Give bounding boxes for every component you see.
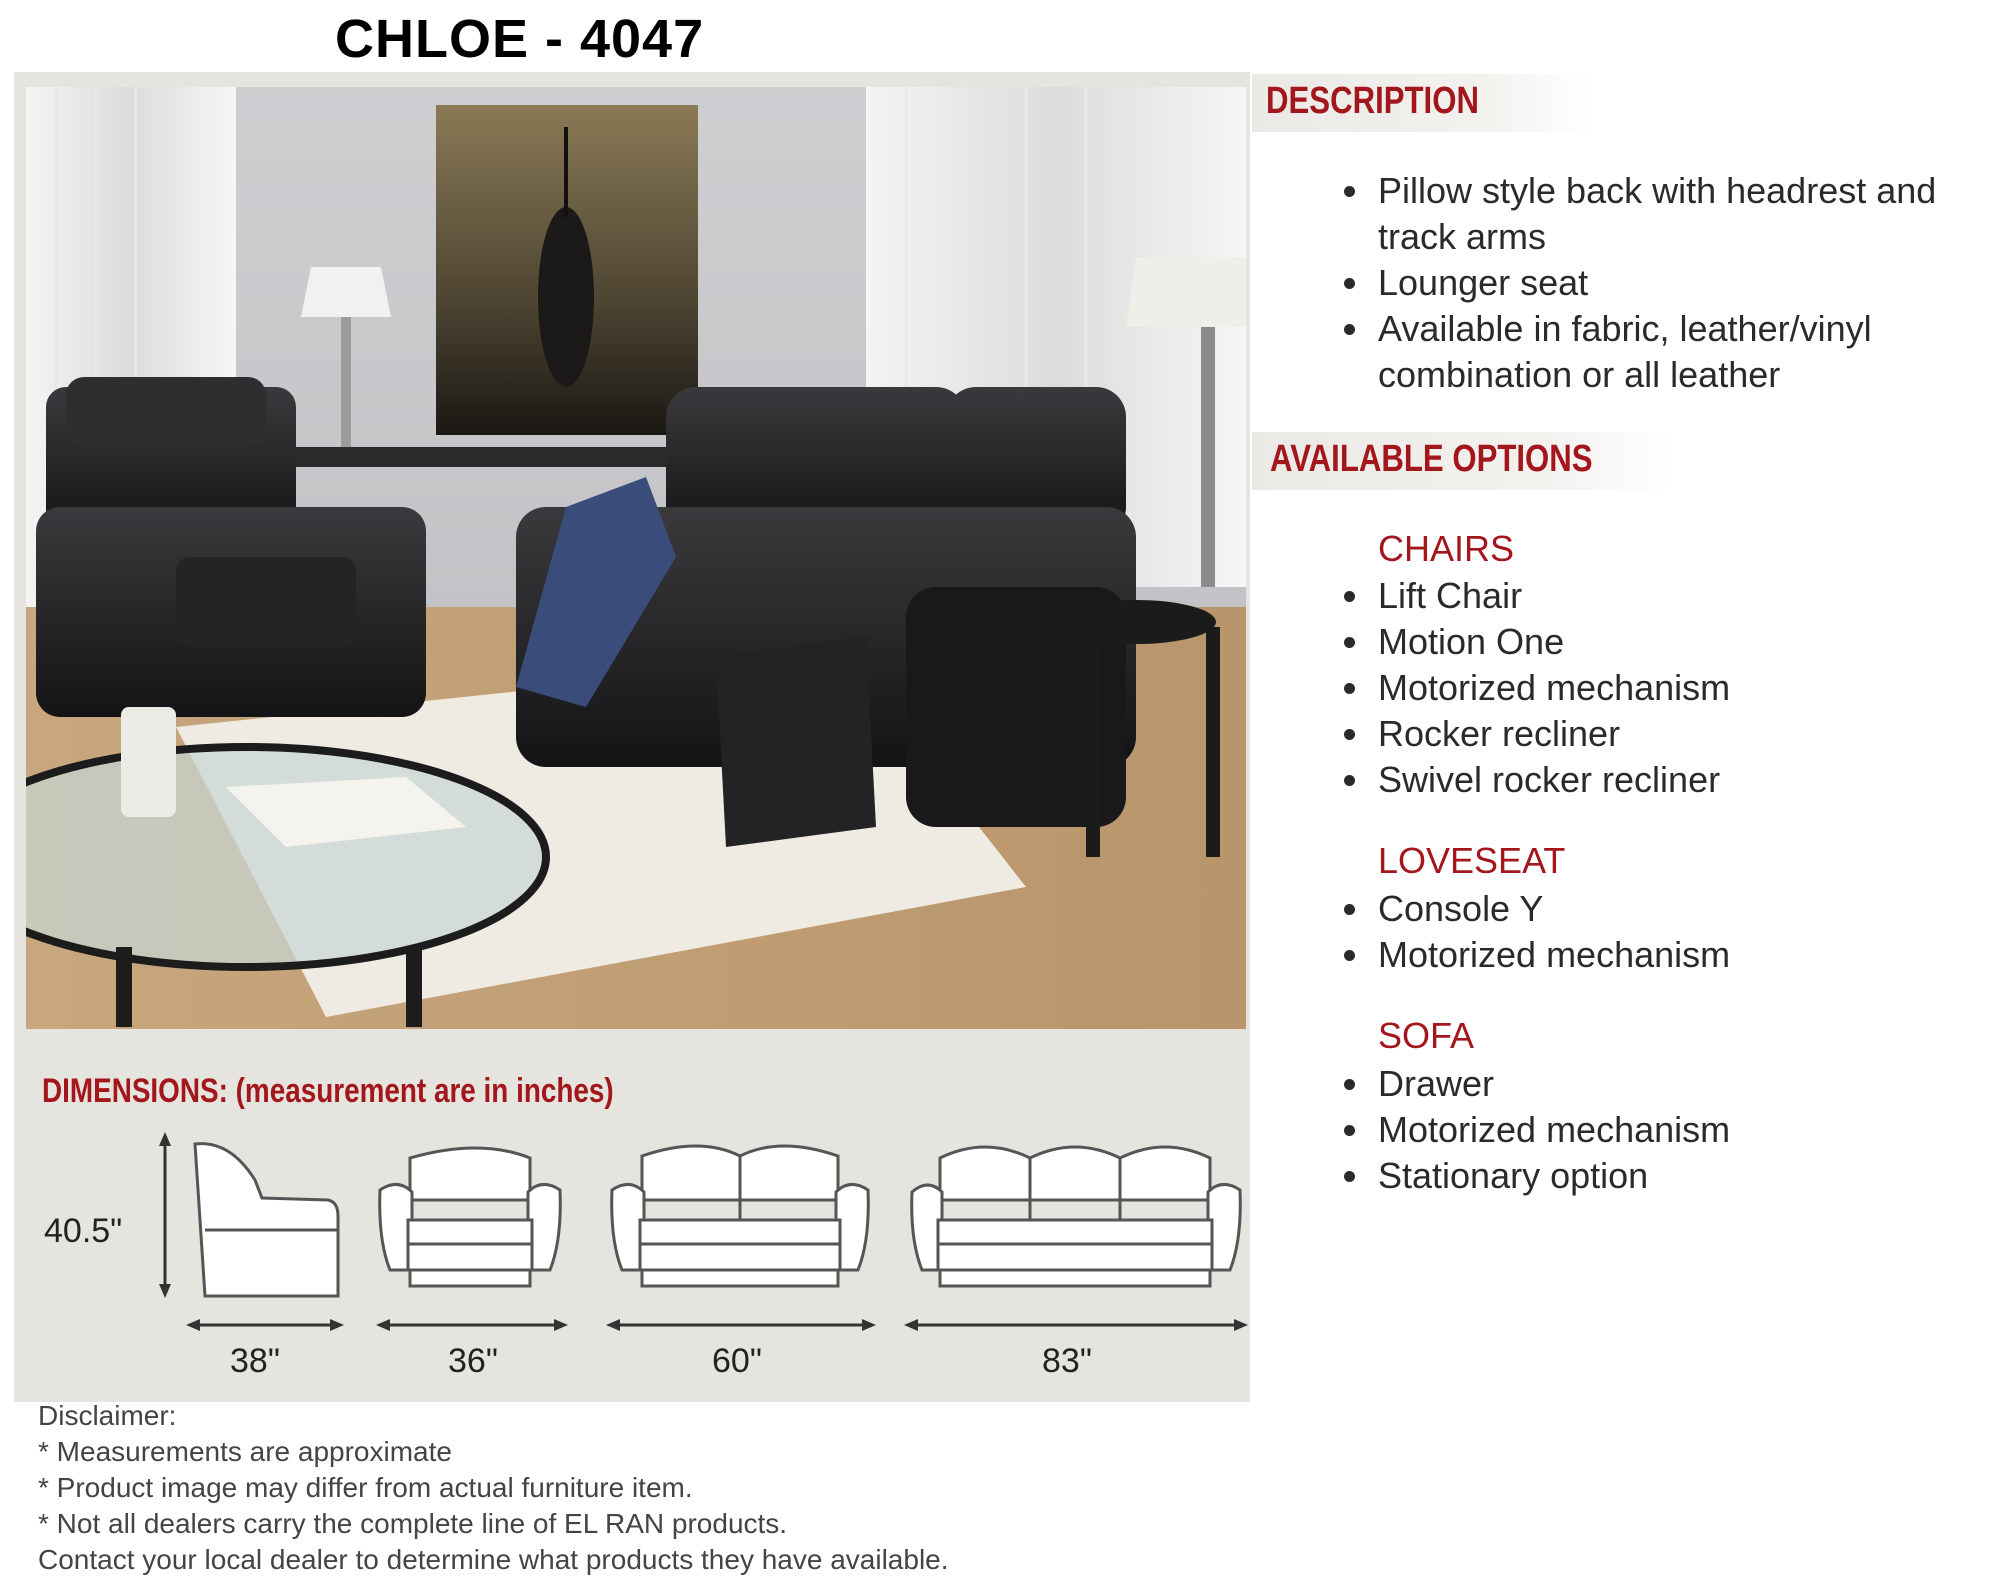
disclaimer xyxy=(38,1398,949,1578)
sofa-item: Motorized mechanism xyxy=(1338,1107,1978,1153)
chairs-list xyxy=(1338,573,1978,803)
sofa-item: Drawer xyxy=(1338,1061,1978,1107)
sofa-list xyxy=(1338,1061,1978,1199)
chairs-item: Motorized mechanism xyxy=(1338,665,1978,711)
loveseat-item: Motorized mechanism xyxy=(1338,932,1978,978)
dimension-drawings xyxy=(0,1120,1250,1360)
disclaimer-line: Contact your local dealer to determine what products they have available. xyxy=(38,1544,949,1575)
sofa-title: SOFA xyxy=(1378,1015,1475,1056)
description-item: Available in fabric, leather/vinyl combination or all leather xyxy=(1338,306,1978,398)
width-label-chair-side: 38" xyxy=(230,1342,280,1380)
width-label-sofa: 83" xyxy=(1042,1342,1092,1380)
dimensions-title: DIMENSIONS: (measurement are in inches) xyxy=(42,1072,614,1110)
loveseat-title: LOVESEAT xyxy=(1378,840,1566,881)
disclaimer-line: * Not all dealers carry the complete line of EL RAN products. xyxy=(38,1508,788,1539)
loveseat-list xyxy=(1338,886,1978,978)
chairs-item: Motion One xyxy=(1338,619,1978,665)
loveseat-drawing xyxy=(612,1146,869,1286)
options-header: AVAILABLE OPTIONS xyxy=(1270,438,1593,480)
width-label-loveseat: 60" xyxy=(712,1342,762,1380)
chair-side-drawing xyxy=(195,1144,338,1296)
loveseat-item: Console Y xyxy=(1338,886,1978,932)
chairs-item: Lift Chair xyxy=(1338,573,1978,619)
chairs-item: Swivel rocker recliner xyxy=(1338,757,1978,803)
description-list xyxy=(1338,168,1978,398)
product-photo xyxy=(26,87,1246,1029)
page-title: CHLOE - 4047 xyxy=(335,9,705,69)
description-header: DESCRIPTION xyxy=(1266,80,1479,122)
disclaimer-line: * Measurements are approximate xyxy=(38,1436,452,1467)
disclaimer-heading: Disclaimer: xyxy=(38,1400,177,1431)
width-label-chair: 36" xyxy=(448,1342,498,1380)
sofa-item: Stationary option xyxy=(1338,1153,1978,1199)
height-label: 40.5" xyxy=(44,1212,123,1250)
sofa-drawing xyxy=(912,1147,1241,1286)
chairs-item: Rocker recliner xyxy=(1338,711,1978,757)
chair-front-drawing xyxy=(380,1148,561,1286)
description-item: Pillow style back with headrest and track arms xyxy=(1338,168,1978,260)
disclaimer-line: * Product image may differ from actual furniture item. xyxy=(38,1472,693,1503)
description-item: Lounger seat xyxy=(1338,260,1978,306)
chairs-title: CHAIRS xyxy=(1378,528,1515,569)
